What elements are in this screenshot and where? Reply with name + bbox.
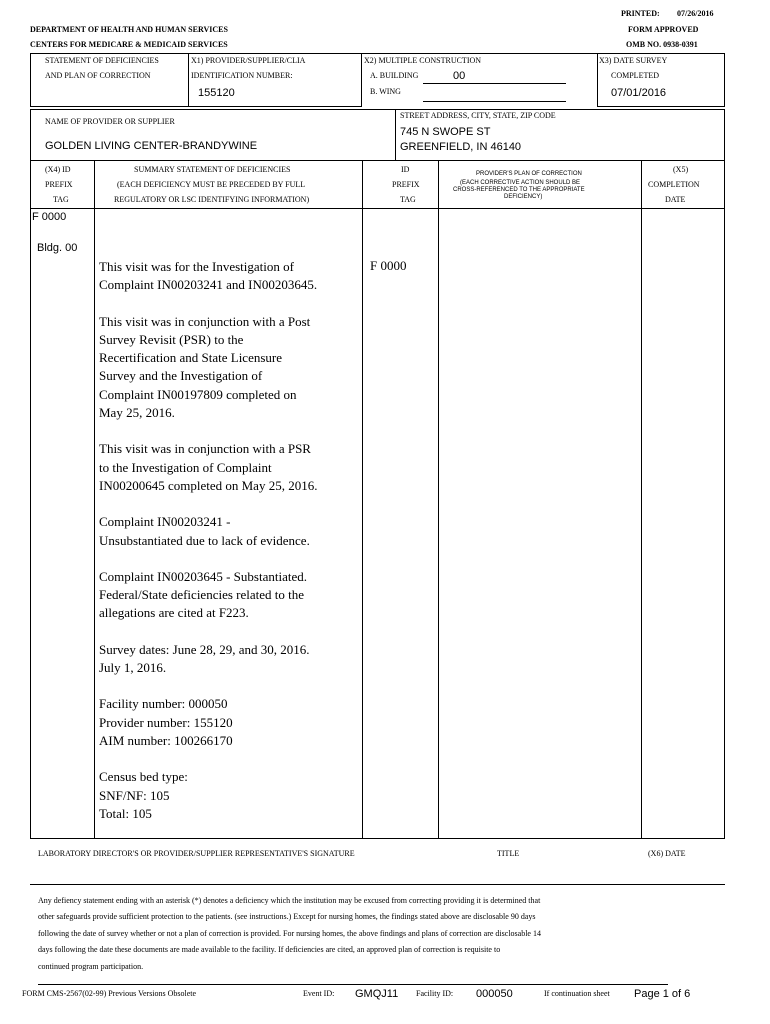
building-label: A. BUILDING (370, 71, 419, 80)
address-city: GREENFIELD, IN 46140 (400, 141, 522, 153)
narrative-line: This visit was for the Investigation of (99, 259, 294, 274)
title-label: TITLE (497, 849, 520, 858)
col-summary-1: SUMMARY STATEMENT OF DEFICIENCIES (134, 165, 291, 174)
address-label: STREET ADDRESS, CITY, STATE, ZIP CODE (400, 111, 556, 120)
form-number: FORM CMS-2567(02-99) Previous Versions Obsolete (22, 989, 197, 998)
facility-id: 000050 (476, 988, 513, 1000)
col-x4-1: (X4) ID (45, 165, 71, 174)
right-prefix-tag: F 0000 (370, 258, 407, 273)
narrative-line: IN00200645 completed on May 25, 2016. (99, 477, 318, 493)
centers-title: CENTERS FOR MEDICARE & MEDICAID SERVICES (30, 40, 228, 49)
narrative-line: Unsubstantiated due to lack of evidence. (99, 532, 310, 548)
narrative-line: Provider number: 155120 (99, 714, 233, 730)
narrative-line: Complaint IN00203241 - (99, 514, 231, 530)
left-prefix-tag: F 0000 (32, 211, 67, 223)
event-id: GMQJ11 (355, 988, 399, 1000)
provider-name-label: NAME OF PROVIDER OR SUPPLIER (45, 117, 175, 126)
col-plan-3: CROSS-REFERENCED TO THE APPROPRIATE (453, 187, 585, 193)
narrative-line: This visit was in conjunction with a Post (99, 313, 311, 329)
x2-label: X2) MULTIPLE CONSTRUCTION (364, 56, 482, 65)
col-x5-1: (X5) (673, 165, 689, 174)
narrative-line: Complaint IN00203645 - Substantiated. (99, 568, 307, 584)
col-id-1: ID (401, 165, 410, 174)
page-number: Page 1 of 6 (634, 988, 691, 1000)
signature-label: LABORATORY DIRECTOR'S OR PROVIDER/SUPPLIER REPRESENTATIVE'S SIGNATURE (38, 849, 355, 858)
building-value: 00 (453, 70, 466, 82)
narrative-line: AIM number: 100266170 (99, 732, 233, 748)
col-x4-2: PREFIX (45, 180, 73, 189)
col-x5-2: COMPLETION (648, 180, 700, 189)
narrative-line: Complaint IN00197809 completed on (99, 386, 297, 402)
x1-label-1: X1) PROVIDER/SUPPLIER/CLIA (191, 56, 306, 65)
omb-number: OMB NO. 0938-0391 (626, 40, 698, 49)
continuation-label: If continuation sheet (544, 989, 610, 998)
wing-label: B. WING (370, 87, 401, 96)
narrative-line: to the Investigation of Complaint (99, 459, 272, 475)
narrative-line: July 1, 2016. (99, 660, 167, 676)
building-tag: Bldg. 00 (37, 242, 78, 254)
survey-date: 07/01/2016 (611, 87, 667, 99)
col-x4-3: TAG (53, 195, 69, 204)
printed-label: PRINTED: (621, 9, 660, 18)
col-summary-3: REGULATORY OR LSC IDENTIFYING INFORMATION) (114, 195, 310, 204)
x3-label-2: COMPLETED (611, 71, 659, 80)
disclaimer (38, 893, 688, 975)
narrative-line: Complaint IN00203241 and IN00203645. (99, 277, 318, 293)
col-id-2: PREFIX (392, 180, 420, 189)
col-plan-4: DEFICIENCY) (504, 194, 543, 200)
x6-date-label: (X6) DATE (648, 849, 686, 858)
disclaimer-line: Any defiency statement ending with an asterisk (*) denotes a deficiency which the institution may be excused from correcting providing it is determined that (38, 896, 541, 905)
narrative-line: allegations are cited at F223. (99, 605, 249, 621)
col-plan-1: PROVIDER'S PLAN OF CORRECTION (476, 171, 582, 177)
statement-label-1: STATEMENT OF DEFICIENCIES (45, 56, 159, 65)
narrative-line: Federal/State deficiencies related to the (99, 587, 305, 603)
address-street: 745 N SWOPE ST (400, 126, 491, 138)
disclaimer-line: following the date of survey whether or not a plan of correction is provided. For nursing homes, the above findings and plans of correction are disclosable 14 (38, 928, 541, 938)
disclaimer-line: days following the date these documents are made available to the facility. If deficiencies are cited, an approved plan of correction is requisite to (38, 945, 501, 955)
narrative-line: Census bed type: (99, 769, 188, 785)
col-id-3: TAG (400, 195, 416, 204)
form-approved: FORM APPROVED (628, 25, 699, 34)
narrative-line: Facility number: 000050 (99, 696, 228, 712)
narrative-line: Survey dates: June 28, 29, and 30, 2016. (99, 641, 310, 657)
narrative-line: Total: 105 (99, 805, 152, 821)
summary-narrative (99, 258, 359, 823)
col-plan-2: (EACH CORRECTIVE ACTION SHOULD BE (460, 180, 581, 186)
statement-label-2: AND PLAN OF CORRECTION (45, 71, 151, 80)
col-summary-2: (EACH DEFICIENCY MUST BE PRECEDED BY FULL (117, 180, 306, 189)
provider-id: 155120 (198, 87, 235, 99)
x1-label-2: IDENTIFICATION NUMBER: (191, 71, 293, 80)
disclaimer-line: continued program participation. (38, 961, 144, 971)
narrative-line: Recertification and State Licensure (99, 350, 283, 366)
facility-id-label: Facility ID: (416, 989, 454, 998)
narrative-line: May 25, 2016. (99, 405, 175, 421)
narrative-line: This visit was in conjunction with a PSR (99, 441, 311, 457)
narrative-line: Survey Revisit (PSR) to the (99, 331, 244, 347)
x3-label-1: X3) DATE SURVEY (599, 56, 668, 65)
col-x5-3: DATE (665, 195, 686, 204)
disclaimer-line: other safeguards provide sufficient protection to the patients. (see instructions.) Except for nursing homes, the findings stated above are disclosable 90 days (38, 912, 536, 922)
department-title: DEPARTMENT OF HEALTH AND HUMAN SERVICES (30, 25, 228, 34)
printed-date: 07/26/2016 (677, 9, 714, 18)
event-id-label: Event ID: (303, 989, 335, 998)
narrative-line: SNF/NF: 105 (99, 787, 170, 803)
provider-name: GOLDEN LIVING CENTER-BRANDYWINE (45, 140, 258, 152)
narrative-line: Survey and the Investigation of (99, 368, 263, 384)
